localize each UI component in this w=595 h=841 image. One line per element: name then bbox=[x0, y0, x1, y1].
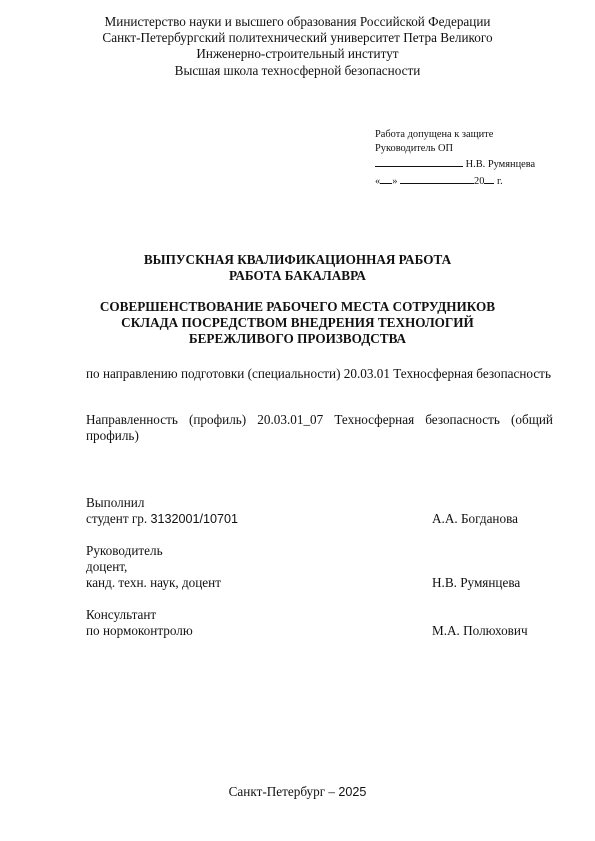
supervisor-degree: канд. техн. наук, доцент bbox=[86, 575, 221, 590]
supervisor-position: доцент, bbox=[86, 559, 128, 574]
institute-name: Инженерно-строительный институт bbox=[196, 46, 399, 62]
city-name: Санкт-Петербург – bbox=[228, 784, 339, 799]
year-prefix: 20 bbox=[474, 175, 485, 187]
approval-block bbox=[375, 128, 535, 189]
signature-line bbox=[375, 156, 463, 167]
work-type-line-1: ВЫПУСКНАЯ КВАЛИФИКАЦИОННАЯ РАБОТА bbox=[143, 252, 452, 267]
university-name: Санкт-Петербургский политехнический университет Петра Великого bbox=[102, 30, 493, 46]
supervisor-label: Руководитель bbox=[86, 543, 163, 558]
month-blank bbox=[400, 173, 474, 184]
student-prefix: студент гр. bbox=[86, 511, 151, 526]
work-type-line-2: РАБОТА БАКАЛАВРА bbox=[229, 268, 366, 283]
work-type bbox=[0, 252, 595, 284]
approval-signature-row bbox=[375, 156, 535, 172]
approval-title: Работа допущена к защите bbox=[375, 129, 494, 140]
topic-line-1: СОВЕРШЕНСТВОВАНИЕ РАБОЧЕГО МЕСТА СОТРУДНИКОВ bbox=[99, 299, 496, 314]
year: 2025 bbox=[338, 785, 367, 799]
ministry-header bbox=[0, 14, 595, 79]
ministry-name: Министерство науки и высшего образования Российской Федерации bbox=[104, 14, 491, 29]
student-name: А.А. Богданова bbox=[432, 511, 518, 526]
group-number: 3132001/10701 bbox=[150, 512, 239, 526]
consultant-role: по нормоконтролю bbox=[86, 623, 193, 638]
school-name: Высшая школа техносферной безопасности bbox=[174, 62, 421, 78]
approval-role: Руководитель ОП bbox=[375, 143, 453, 155]
day-blank bbox=[380, 173, 392, 184]
supervisor-name: Н.В. Румянцева bbox=[432, 575, 521, 590]
city-year bbox=[0, 784, 595, 800]
consultant-label: Консультант bbox=[86, 607, 157, 622]
thesis-topic bbox=[0, 299, 595, 347]
topic-line-3: БЕРЕЖЛИВОГО ПРОИЗВОДСТВА bbox=[188, 331, 407, 346]
year-blank bbox=[484, 173, 494, 184]
study-direction: по направлению подготовки (специальности) 20.03.01 Техносферная безопасность bbox=[86, 366, 551, 381]
approval-date-row bbox=[375, 173, 535, 189]
consultant-name: М.А. Полюхович bbox=[432, 623, 528, 638]
approval-supervisor-name: Н.В. Румянцева bbox=[465, 159, 536, 171]
topic-line-2: СКЛАДА ПОСРЕДСТВОМ ВНЕДРЕНИЯ ТЕХНОЛОГИЙ bbox=[121, 315, 474, 330]
date-quote-open: « bbox=[375, 175, 381, 187]
year-suffix: г. bbox=[494, 175, 503, 187]
date-quote-close: » bbox=[392, 175, 398, 187]
study-profile: Направленность (профиль) 20.03.01_07 Техносферная безопасность (общий профиль) bbox=[86, 412, 553, 443]
student-group bbox=[86, 511, 238, 528]
performed-label: Выполнил bbox=[86, 495, 145, 510]
